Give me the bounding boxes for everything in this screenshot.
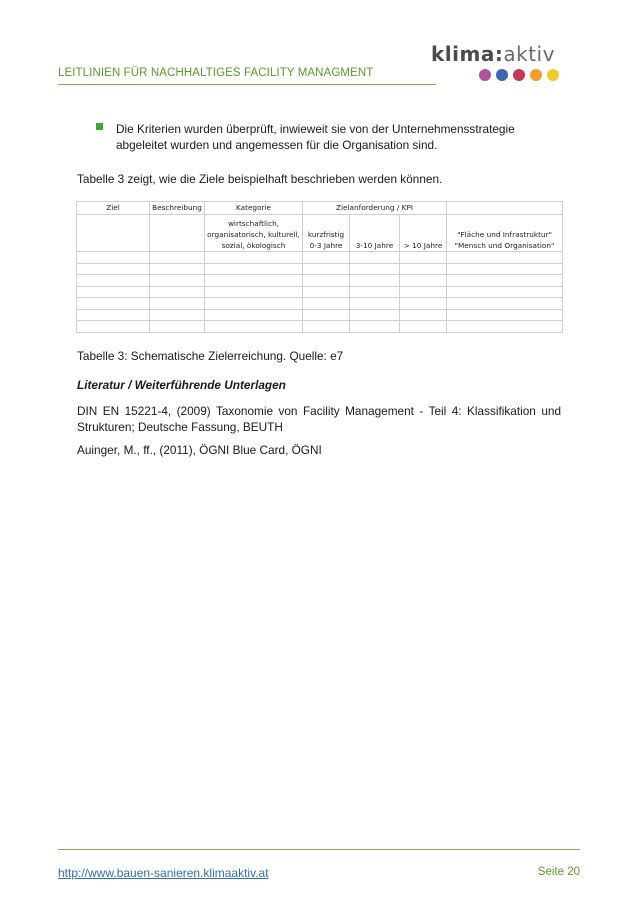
header-title: LEITLINIEN FÜR NACHHALTIGES FACILITY MANAGMENT	[58, 67, 374, 79]
table-cell	[150, 309, 205, 321]
kategorie-detail: wirtschaftlich, organisatorisch, kulturell, sozial, ökologisch	[205, 214, 303, 252]
table-cell	[77, 298, 150, 310]
subheader-ziel-blank	[77, 214, 150, 252]
table-cell	[303, 275, 350, 287]
table-cell	[150, 298, 205, 310]
table-intro: Tabelle 3 zeigt, wie die Ziele beispielhaft beschrieben werden können.	[77, 172, 443, 186]
kurzfristig-label: kurzfristig 0-3 Jahre	[303, 214, 350, 252]
table-cell	[150, 252, 205, 264]
table-cell	[77, 252, 150, 264]
header-zielanforderung: Zielanforderung / KPI	[303, 202, 447, 215]
header-blank	[447, 202, 563, 215]
reference-oegni: Auinger, M., ff., (2011), ÖGNI Blue Card, ÖGNI	[77, 443, 322, 457]
table-cell	[400, 263, 447, 275]
table-cell	[303, 298, 350, 310]
header-ziel: Ziel	[77, 202, 150, 215]
table-cell	[150, 286, 205, 298]
table-cell	[205, 286, 303, 298]
logo-dot	[479, 69, 491, 81]
table-row	[77, 298, 563, 310]
subheader-beschreibung-blank	[150, 214, 205, 252]
table-row	[77, 263, 563, 275]
table-cell	[205, 321, 303, 333]
logo-dot	[513, 69, 525, 81]
table-cell	[205, 252, 303, 264]
table-cell	[303, 309, 350, 321]
table-row	[77, 252, 563, 264]
table-cell	[303, 286, 350, 298]
table-cell	[205, 275, 303, 287]
table-header-row	[77, 202, 563, 215]
table-cell	[303, 252, 350, 264]
bullet-text: Die Kriterien wurden überprüft, inwieweit sie von der Unternehmensstrategie abgeleitet wurden und angemessen für die Organisation sind.	[116, 122, 515, 152]
table-cell	[447, 263, 563, 275]
table-cell	[447, 252, 563, 264]
table-cell	[350, 252, 400, 264]
table-cell	[77, 263, 150, 275]
table-cell	[350, 263, 400, 275]
table-cell	[205, 263, 303, 275]
table-cell	[447, 321, 563, 333]
kpi-table	[76, 201, 563, 333]
literature-heading: Literatur / Weiterführende Unterlagen	[77, 378, 286, 392]
flaeche-mensch-label: "Fläche und Infrastruktur" "Mensch und Organisation"	[447, 214, 563, 252]
table-row	[77, 309, 563, 321]
table-caption: Tabelle 3: Schematische Zielerreichung. Quelle: e7	[77, 349, 344, 363]
table-subheader-row	[77, 214, 563, 252]
table-cell	[400, 275, 447, 287]
table-cell	[447, 309, 563, 321]
table-cell	[150, 275, 205, 287]
table-cell	[303, 321, 350, 333]
table-cell	[350, 286, 400, 298]
footer-url-link[interactable]: http://www.bauen-sanieren.klimaaktiv.at	[58, 866, 269, 880]
table-cell	[77, 321, 150, 333]
header-beschreibung: Beschreibung	[150, 202, 205, 215]
header-divider	[58, 84, 436, 85]
table-cell	[350, 309, 400, 321]
logo-bold: klima	[431, 42, 495, 66]
table-row	[77, 275, 563, 287]
table-cell	[77, 275, 150, 287]
logo-light: aktiv	[503, 42, 555, 66]
table-cell	[150, 321, 205, 333]
table-cell	[350, 321, 400, 333]
table-cell	[205, 298, 303, 310]
table-cell	[77, 286, 150, 298]
header-kategorie: Kategorie	[205, 202, 303, 215]
table-row	[77, 286, 563, 298]
table-cell	[447, 298, 563, 310]
logo-dot	[496, 69, 508, 81]
klimaaktiv-logo	[431, 42, 571, 86]
table-row	[77, 321, 563, 333]
footer-divider	[58, 849, 580, 850]
table-cell	[205, 309, 303, 321]
table-cell	[303, 263, 350, 275]
reference-din: DIN EN 15221-4, (2009) Taxonomie von Facility Management - Teil 4: Klassifikation und Strukturen; Deutsche Fassung, BEUTH	[77, 404, 561, 434]
table-cell	[447, 275, 563, 287]
table-cell	[350, 298, 400, 310]
square-bullet-icon	[96, 123, 103, 130]
langfristig-label: > 10 Jahre	[400, 214, 447, 252]
table-cell	[400, 286, 447, 298]
logo-dot	[530, 69, 542, 81]
table-cell	[400, 252, 447, 264]
table-cell	[350, 275, 400, 287]
table-cell	[77, 309, 150, 321]
table-cell	[150, 263, 205, 275]
logo-colon: :	[494, 42, 504, 66]
logo-wordmark	[431, 42, 555, 66]
table-cell	[447, 286, 563, 298]
page-number: Seite 20	[537, 866, 580, 878]
table-cell	[400, 298, 447, 310]
table-cell	[400, 309, 447, 321]
mittelfristig-label: 3-10 Jahre	[350, 214, 400, 252]
table-cell	[400, 321, 447, 333]
logo-dot	[547, 69, 559, 81]
